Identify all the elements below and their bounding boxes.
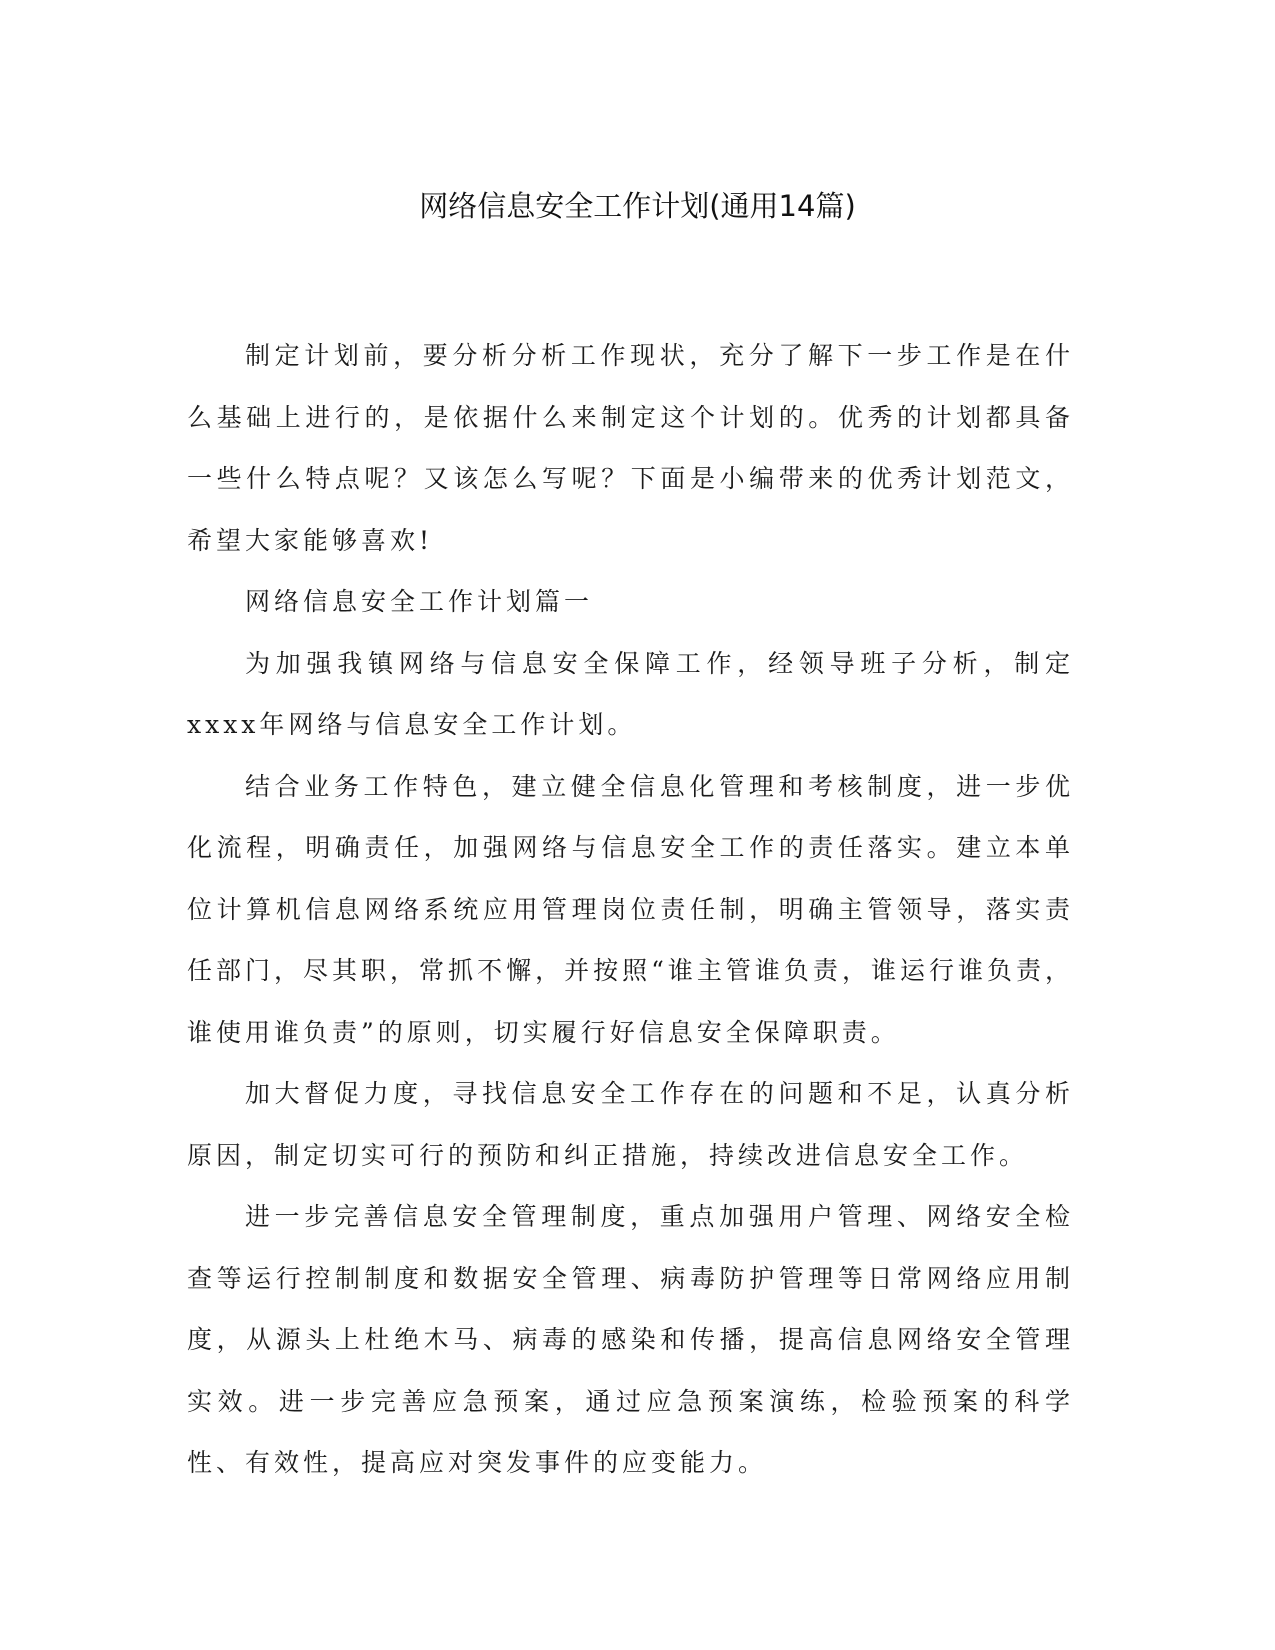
document-body <box>187 325 1074 1494</box>
body-paragraph: 结合业务工作特色，建立健全信息化管理和考核制度，进一步优化流程，明确责任，加强网络与信息安全工作的责任落实。建立本单位计算机信息网络系统应用管理岗位责任制，明确主管领导，落实责任部门，尽其职，常抓不懈，并按照“谁主管谁负责，谁运行谁负责，谁使用谁负责”的原则，切实履行好信息安全保障职责。 <box>187 771 1074 1047</box>
body-paragraph: 进一步完善信息安全管理制度，重点加强用户管理、网络安全检查等运行控制制度和数据安全管理、病毒防护管理等日常网络应用制度，从源头上杜绝木马、病毒的感染和传播，提高信息网络安全管理实效。进一步完善应急预案，通过应急预案演练，检验预案的科学性、有效性，提高应对突发事件的应变能力。 <box>187 1202 1074 1477</box>
body-paragraph: 为加强我镇网络与信息安全保障工作，经领导班子分析，制定xxxx年网络与信息安全工作计划。 <box>187 648 1074 739</box>
document-title: 网络信息安全工作计划(通用14篇) <box>419 189 856 223</box>
section-heading: 网络信息安全工作计划篇一 <box>245 587 594 616</box>
body-paragraph: 加大督促力度，寻找信息安全工作存在的问题和不足，认真分析原因，制定切实可行的预防和纠正措施，持续改进信息安全工作。 <box>187 1079 1074 1170</box>
intro-paragraph: 制定计划前，要分析分析工作现状，充分了解下一步工作是在什么基础上进行的，是依据什么来制定这个计划的。优秀的计划都具备一些什么特点呢？又该怎么写呢？下面是小编带来的优秀计划范文，希望大家能够喜欢! <box>187 341 1074 555</box>
